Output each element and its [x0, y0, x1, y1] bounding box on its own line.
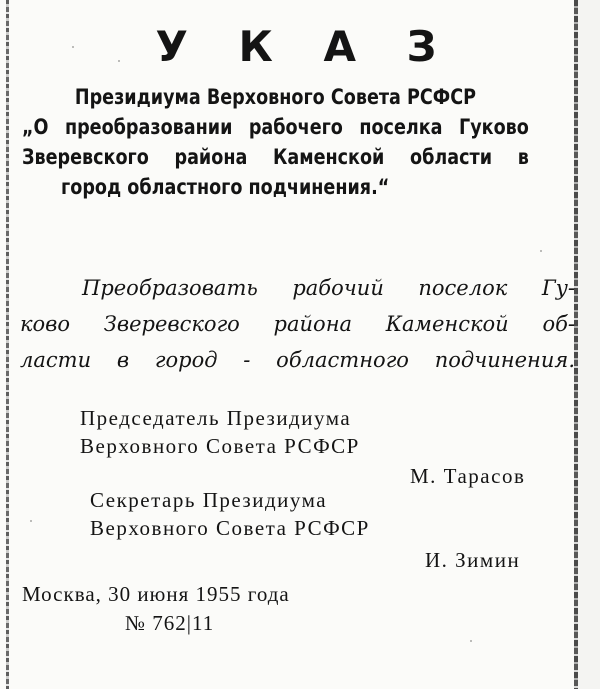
- secretary-name: И. Зимин: [425, 548, 521, 572]
- heading-line: Зверевского района Каменской области в: [22, 145, 529, 169]
- heading-line: „О преобразовании рабочего поселка Гуково: [22, 115, 529, 139]
- decree-title: У К А З: [155, 22, 455, 71]
- heading-line: Президиума Верховного Совета РСФСР: [74, 85, 476, 109]
- body-line: ково Зверевского района Каменской об-: [20, 312, 575, 336]
- decree-number: № 762|11: [125, 611, 215, 635]
- scan-margin: [578, 0, 600, 689]
- secretary-role-line1: Секретарь Президиума: [90, 488, 328, 512]
- page-left-edge: [6, 0, 9, 689]
- chairman-role-line2: Верховного Совета РСФСР: [80, 434, 360, 458]
- heading-line: город областного подчинения.“: [61, 175, 390, 199]
- place-and-date: Москва, 30 июня 1955 года: [22, 582, 290, 606]
- body-line: ласти в город - областного подчинения.: [20, 348, 575, 372]
- scan-speckle: [470, 640, 472, 642]
- scan-speckle: [72, 46, 74, 48]
- scan-speckle: [540, 250, 542, 252]
- decree-body: [20, 270, 575, 378]
- scan-speckle: [30, 520, 32, 522]
- body-line: Преобразовать рабочий поселок Гу-: [82, 276, 575, 300]
- secretary-role-line2: Верховного Совета РСФСР: [90, 516, 370, 540]
- chairman-name: М. Тарасов: [410, 464, 526, 488]
- chairman-role-line1: Председатель Президиума: [80, 406, 352, 430]
- decree-heading: [22, 82, 529, 202]
- scan-speckle: [118, 60, 120, 62]
